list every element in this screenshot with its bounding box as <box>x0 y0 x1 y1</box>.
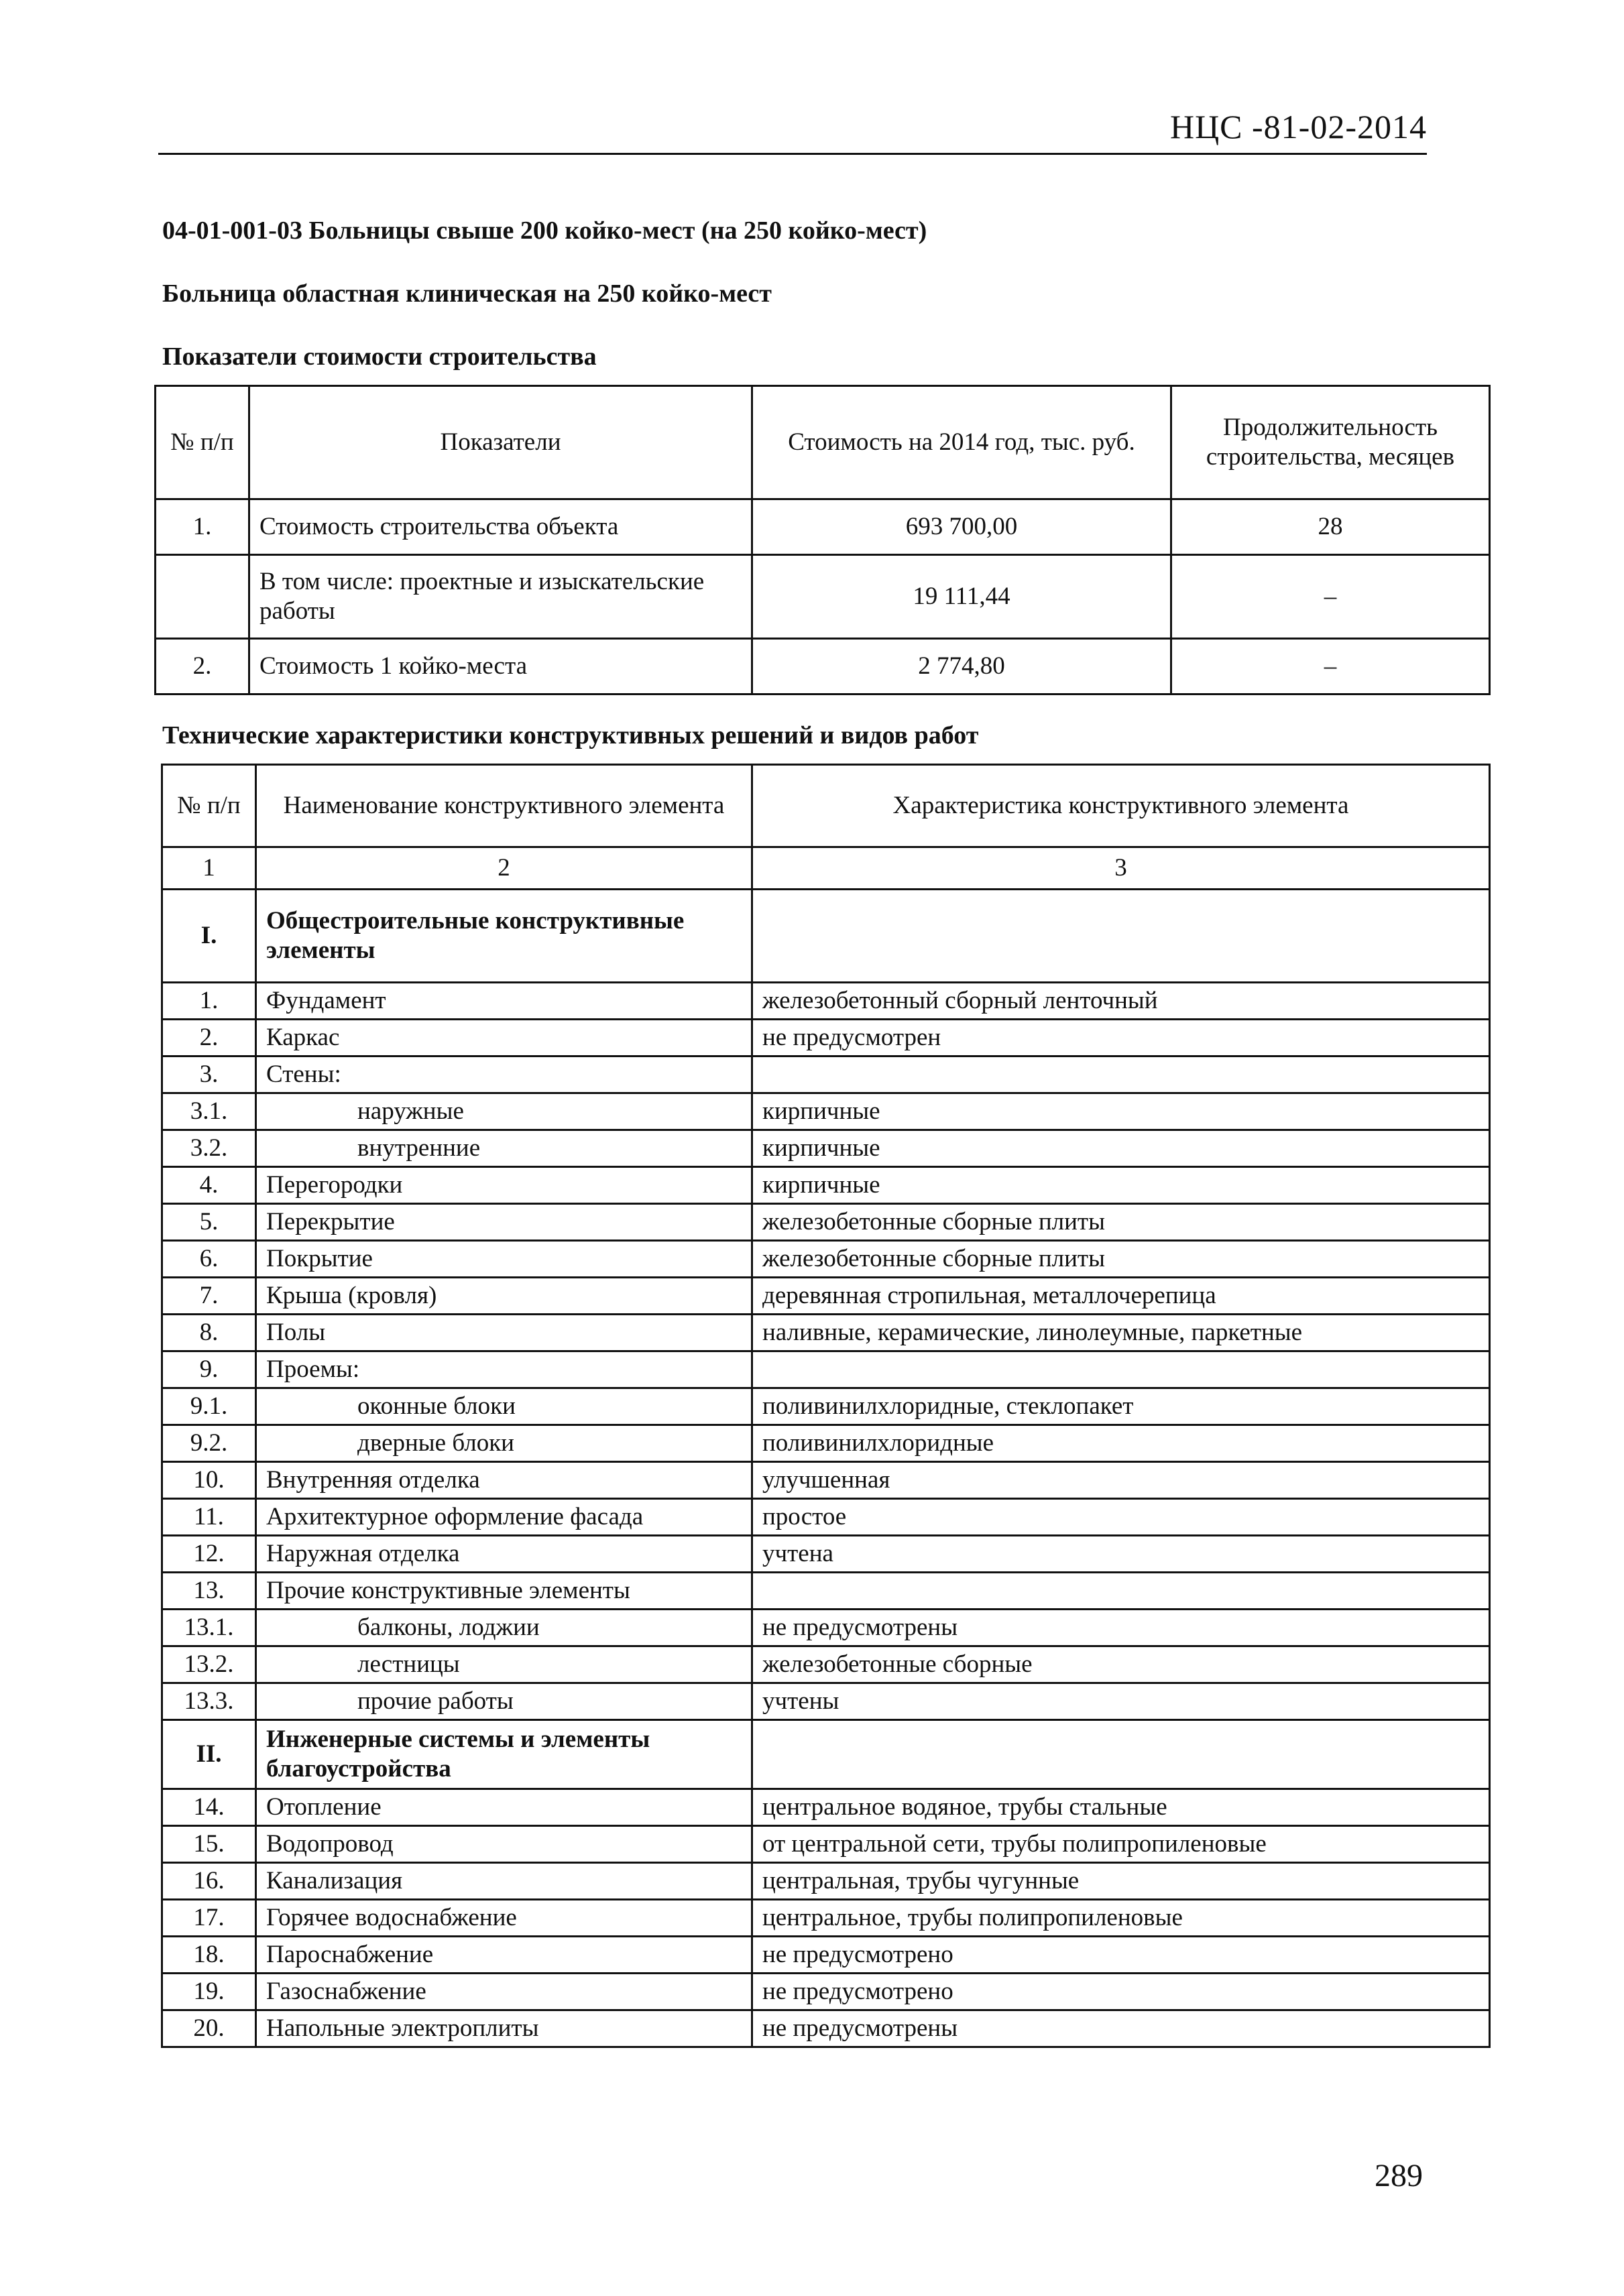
table-row <box>162 1315 1490 1351</box>
table-row <box>162 1167 1490 1204</box>
row-characteristic: железобетонные сборные плиты <box>752 1204 1490 1241</box>
row-element-name: Проемы: <box>256 1351 752 1388</box>
header-characteristic: Характеристика конструктивного элемента <box>752 765 1490 847</box>
row-element-name: Отопление <box>256 1789 752 1826</box>
row-characteristic: деревянная стропильная, металлочерепица <box>752 1278 1490 1315</box>
row-duration: 28 <box>1171 499 1490 555</box>
tech-table-body <box>162 765 1490 2047</box>
row-element-name: Прочие конструктивные элементы <box>256 1573 752 1610</box>
row-characteristic: простое <box>752 1499 1490 1536</box>
row-characteristic <box>752 1351 1490 1388</box>
table-row <box>162 1646 1490 1683</box>
table-row <box>162 1610 1490 1646</box>
section-row <box>162 890 1490 983</box>
row-num: 15. <box>162 1826 256 1863</box>
table-row <box>162 1683 1490 1720</box>
row-characteristic: кирпичные <box>752 1093 1490 1130</box>
row-characteristic: центральное водяное, трубы стальные <box>752 1789 1490 1826</box>
row-num: 18. <box>162 1937 256 1974</box>
row-element-name: Канализация <box>256 1863 752 1900</box>
header-num: № п/п <box>156 386 249 499</box>
row-characteristic: центральное, трубы полипропиленовые <box>752 1900 1490 1937</box>
row-num: 3. <box>162 1056 256 1093</box>
row-num: 13.2. <box>162 1646 256 1683</box>
row-element-name: Перекрытие <box>256 1204 752 1241</box>
table-row <box>162 1388 1490 1425</box>
table-row <box>162 1863 1490 1900</box>
table-row <box>162 1351 1490 1388</box>
row-characteristic: от центральной сети, трубы полипропиленовые <box>752 1826 1490 1863</box>
table-row <box>162 1900 1490 1937</box>
row-num: 8. <box>162 1315 256 1351</box>
object-name-heading: Больница областная клиническая на 250 койко-мест <box>162 280 772 308</box>
table-row <box>162 2010 1490 2047</box>
row-characteristic: учтена <box>752 1536 1490 1573</box>
row-characteristic: кирпичные <box>752 1167 1490 1204</box>
row-num: 13.3. <box>162 1683 256 1720</box>
row-characteristic: не предусмотрены <box>752 1610 1490 1646</box>
row-indicator: Стоимость 1 койко-места <box>249 639 752 694</box>
row-element-name: оконные блоки <box>256 1388 752 1425</box>
row-num: 3.1. <box>162 1093 256 1130</box>
table-row <box>162 1056 1490 1093</box>
table-row <box>162 1974 1490 2010</box>
row-element-name: прочие работы <box>256 1683 752 1720</box>
row-num: 13.1. <box>162 1610 256 1646</box>
table-row <box>162 1789 1490 1826</box>
table-row <box>162 1573 1490 1610</box>
table-row <box>162 1130 1490 1167</box>
table-row <box>162 1499 1490 1536</box>
row-element-name: Каркас <box>256 1020 752 1056</box>
row-element-name: Горячее водоснабжение <box>256 1900 752 1937</box>
row-element-name: Полы <box>256 1315 752 1351</box>
table-row <box>162 1425 1490 1462</box>
tech-table-title: Технические характеристики конструктивных решений и видов работ <box>162 721 979 749</box>
cost-table-header-row <box>156 386 1490 499</box>
row-num: 16. <box>162 1863 256 1900</box>
row-num: 12. <box>162 1536 256 1573</box>
tech-table-header-row <box>162 765 1490 847</box>
header-indicator: Показатели <box>249 386 752 499</box>
table-row <box>162 1462 1490 1499</box>
row-characteristic: железобетонные сборные плиты <box>752 1241 1490 1278</box>
row-characteristic <box>752 1056 1490 1093</box>
row-cost: 19 111,44 <box>752 555 1171 639</box>
row-element-name: внутренние <box>256 1130 752 1167</box>
row-element-name: Архитектурное оформление фасада <box>256 1499 752 1536</box>
row-indicator: В том числе: проектные и изыскательские работы <box>249 555 752 639</box>
header-element: Наименование конструктивного элемента <box>256 765 752 847</box>
row-element-name: Крыша (кровля) <box>256 1278 752 1315</box>
row-num: 2. <box>162 1020 256 1056</box>
header-num: № п/п <box>162 765 256 847</box>
row-indicator: Стоимость строительства объекта <box>249 499 752 555</box>
cost-indicators-table <box>154 385 1491 695</box>
table-row <box>162 1937 1490 1974</box>
row-num: 10. <box>162 1462 256 1499</box>
table-row <box>156 555 1490 639</box>
document-code: НЦС -81-02-2014 <box>1169 108 1427 145</box>
table-row <box>162 1241 1490 1278</box>
row-num: 13. <box>162 1573 256 1610</box>
section-title: Инженерные системы и элементы благоустройства <box>256 1720 752 1789</box>
row-characteristic: поливинилхлоридные, стеклопакет <box>752 1388 1490 1425</box>
row-characteristic: учтены <box>752 1683 1490 1720</box>
section-title: Общестроительные конструктивные элементы <box>256 890 752 983</box>
row-num: 5. <box>162 1204 256 1241</box>
row-num: 11. <box>162 1499 256 1536</box>
row-characteristic: не предусмотрено <box>752 1937 1490 1974</box>
technical-characteristics-table <box>161 764 1491 2048</box>
row-element-name: Водопровод <box>256 1826 752 1863</box>
row-num: 19. <box>162 1974 256 2010</box>
row-num: 9. <box>162 1351 256 1388</box>
row-characteristic: кирпичные <box>752 1130 1490 1167</box>
column-number: 2 <box>256 847 752 890</box>
table-row <box>162 1826 1490 1863</box>
row-num <box>156 555 249 639</box>
row-cost: 693 700,00 <box>752 499 1171 555</box>
table-row <box>162 1020 1490 1056</box>
header-cost: Стоимость на 2014 год, тыс. руб. <box>752 386 1171 499</box>
row-characteristic: железобетонные сборные <box>752 1646 1490 1683</box>
table-row <box>162 983 1490 1020</box>
table-row <box>162 1093 1490 1130</box>
row-element-name: дверные блоки <box>256 1425 752 1462</box>
row-element-name: балконы, лоджии <box>256 1610 752 1646</box>
row-characteristic <box>752 1573 1490 1610</box>
row-element-name: Внутренняя отделка <box>256 1462 752 1499</box>
section-code-heading: 04-01-001-03 Больницы свыше 200 койко-мест (на 250 койко-мест) <box>162 217 927 245</box>
row-num: 17. <box>162 1900 256 1937</box>
table-row <box>162 1536 1490 1573</box>
row-characteristic: улучшенная <box>752 1462 1490 1499</box>
row-num: 1. <box>156 499 249 555</box>
row-element-name: Газоснабжение <box>256 1974 752 2010</box>
row-characteristic: наливные, керамические, линолеумные, паркетные <box>752 1315 1490 1351</box>
column-number: 1 <box>162 847 256 890</box>
row-element-name: Фундамент <box>256 983 752 1020</box>
header-duration: Продолжительность строительства, месяцев <box>1171 386 1490 499</box>
section-empty-cell <box>752 1720 1490 1789</box>
row-element-name: Пароснабжение <box>256 1937 752 1974</box>
column-number: 3 <box>752 847 1490 890</box>
section-empty-cell <box>752 890 1490 983</box>
table-row <box>156 499 1490 555</box>
row-num: 3.2. <box>162 1130 256 1167</box>
row-element-name: наружные <box>256 1093 752 1130</box>
column-number-row <box>162 847 1490 890</box>
section-num: II. <box>162 1720 256 1789</box>
row-num: 9.1. <box>162 1388 256 1425</box>
row-element-name: Покрытие <box>256 1241 752 1278</box>
row-num: 4. <box>162 1167 256 1204</box>
row-characteristic: центральная, трубы чугунные <box>752 1863 1490 1900</box>
row-characteristic: железобетонный сборный ленточный <box>752 983 1490 1020</box>
row-num: 7. <box>162 1278 256 1315</box>
row-characteristic: не предусмотрено <box>752 1974 1490 2010</box>
row-duration: – <box>1171 639 1490 694</box>
row-element-name: Наружная отделка <box>256 1536 752 1573</box>
row-element-name: Перегородки <box>256 1167 752 1204</box>
header-divider <box>158 153 1427 155</box>
page-number: 289 <box>1375 2158 1423 2193</box>
row-characteristic: не предусмотрен <box>752 1020 1490 1056</box>
row-num: 1. <box>162 983 256 1020</box>
row-num: 6. <box>162 1241 256 1278</box>
table-row <box>162 1278 1490 1315</box>
row-cost: 2 774,80 <box>752 639 1171 694</box>
row-num: 14. <box>162 1789 256 1826</box>
row-characteristic: не предусмотрены <box>752 2010 1490 2047</box>
row-characteristic: поливинилхлоридные <box>752 1425 1490 1462</box>
row-num: 2. <box>156 639 249 694</box>
table-row <box>156 639 1490 694</box>
row-element-name: лестницы <box>256 1646 752 1683</box>
section-num: I. <box>162 890 256 983</box>
cost-table-title: Показатели стоимости строительства <box>162 343 597 371</box>
table-row <box>162 1204 1490 1241</box>
row-element-name: Напольные электроплиты <box>256 2010 752 2047</box>
section-row <box>162 1720 1490 1789</box>
row-num: 20. <box>162 2010 256 2047</box>
row-duration: – <box>1171 555 1490 639</box>
row-element-name: Стены: <box>256 1056 752 1093</box>
row-num: 9.2. <box>162 1425 256 1462</box>
